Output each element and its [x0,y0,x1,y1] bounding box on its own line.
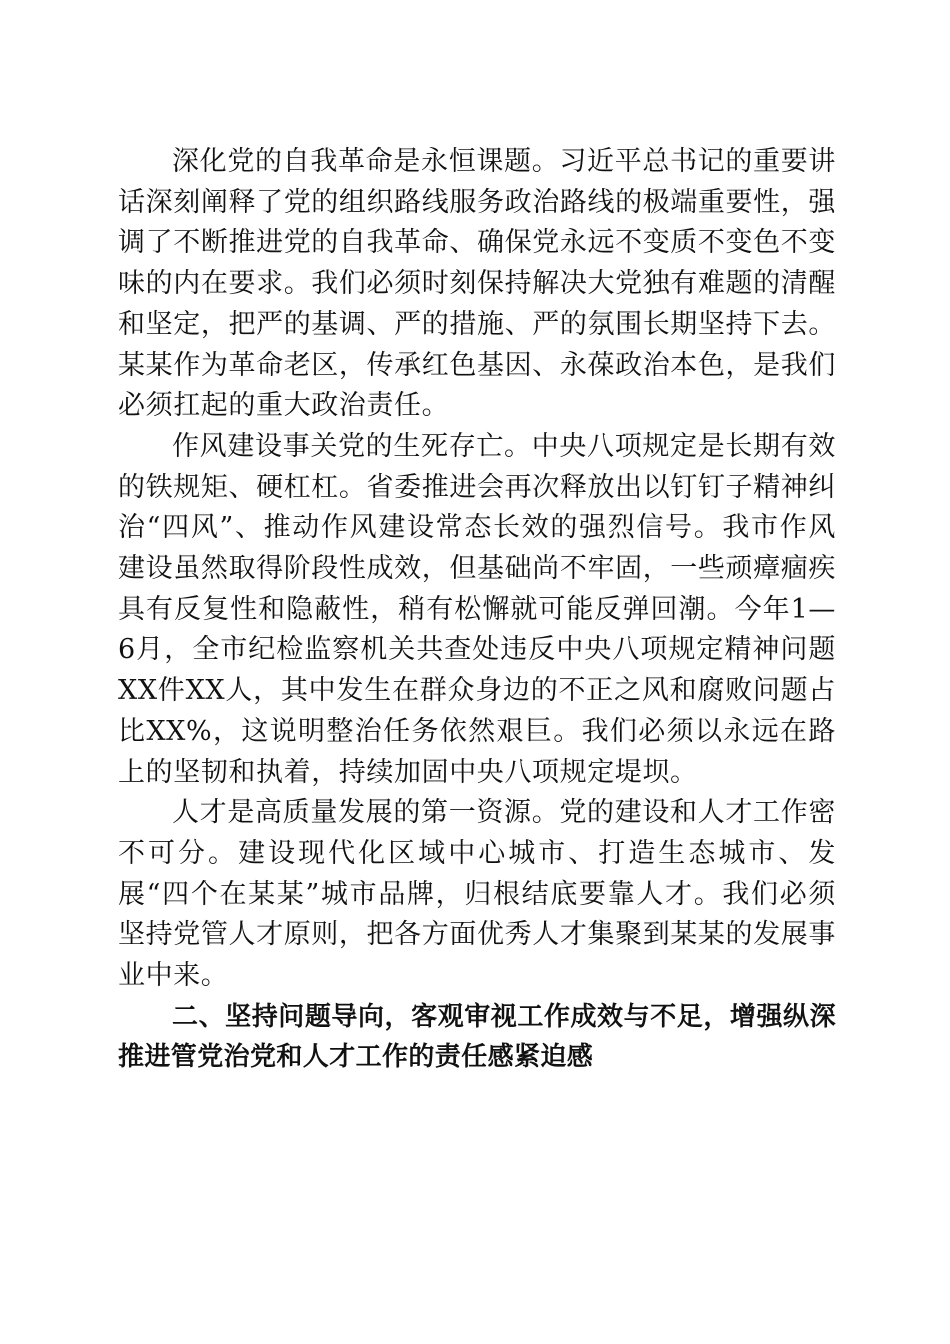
paragraph-talent: 人才是高质量发展的第一资源。党的建设和人才工作密不可分。建设现代化区域中心城市、打造生态城市、发展“四个在某某”城市品牌，归根结底要靠人才。我们必须坚持党管人才原则，把各方面优秀人才集聚到某某的发展事业中来。 [118,797,836,992]
section-heading: 二、坚持问题导向，客观审视工作成效与不足，增强纵深推进管党治党和人才工作的责任感紧迫感 [118,1001,836,1073]
document-page [118,142,836,1078]
paragraph-self-revolution: 深化党的自我革命是永恒课题。习近平总书记的重要讲话深刻阐释了党的组织路线服务政治路线的极端重要性，强调了不断推进党的自我革命、确保党永远不变质不变色不变味的内在要求。我们必须时刻保持解决大党独有难题的清醒和坚定，把严的基调、严的措施、严的氛围长期坚持下去。某某作为革命老区，传承红色基因、永葆政治本色，是我们必须扛起的重大政治责任。 [118,146,836,422]
paragraph-work-style: 作风建设事关党的生死存亡。中央八项规定是长期有效的铁规矩、硬杠杠。省委推进会再次释放出以钉钉子精神纠治“四风”、推动作风建设常态长效的强烈信号。我市作风建设虽然取得阶段性成效，但基础尚不牢固，一些顽瘴痼疾具有反复性和隐蔽性，稍有松懈就可能反弹回潮。今年1—6月，全市纪检监察机关共查处违反中央八项规定精神问题XX件XX人，其中发生在群众身边的不正之风和腐败问题占比XX%，这说明整治任务依然艰巨。我们必须以永远在路上的坚韧和执着，持续加固中央八项规定堤坝。 [118,430,836,788]
